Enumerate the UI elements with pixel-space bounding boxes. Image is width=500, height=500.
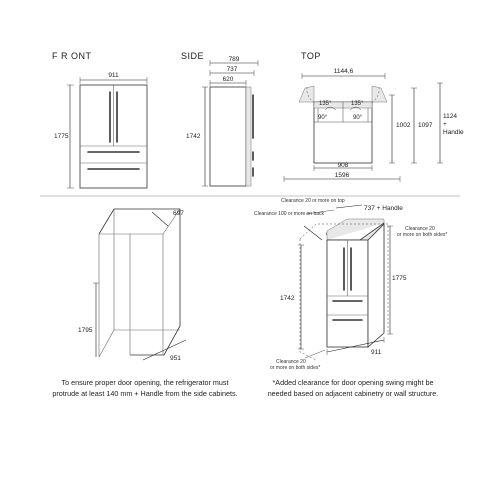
clearance-side-label-2: or more on both sides* (397, 232, 448, 238)
top-open-width-label: 1144,6 (333, 68, 354, 75)
top-angle-90-right: 90° (353, 115, 363, 121)
side-depth-620-label: 620 (222, 76, 234, 83)
clearance-bottom-label-1: Clearance 20 (276, 359, 306, 365)
top-depth-1002-label: 1002 (396, 122, 411, 129)
clearance-back-label: Clearance 100 or more on back (254, 211, 325, 217)
caption-left-line1: To ensure proper door opening, the refrigerator must (61, 378, 229, 387)
top-width-1596-label: 1596 (334, 172, 350, 179)
clearance-side-label-1: Clearance 20 (405, 226, 435, 232)
front-width-label: 911 (108, 72, 119, 79)
cabinet-width-label: 951 (170, 355, 181, 362)
top-angle-90-left: 90° (318, 115, 328, 121)
install-height-1775-label: 1775 (392, 275, 407, 282)
front-view (54, 72, 147, 188)
side-view-title: SIDE (181, 51, 205, 61)
front-height-label: 1775 (54, 133, 69, 140)
install-fridge-side (368, 224, 384, 347)
cabinet-height-label: 1795 (78, 327, 93, 334)
top-depth-1097-label: 1097 (418, 122, 433, 129)
top-view (284, 68, 464, 182)
top-depth-plus: + (443, 121, 447, 128)
clearance-bottom-label-2: or more on both sides* (270, 365, 321, 371)
caption-left-line2: protrude at least 140 mm + Handle from the side cabinets. (52, 389, 238, 398)
top-depth-1124-label: 1124 (443, 113, 457, 120)
front-view-title: F R ONT (52, 51, 92, 61)
cabinet-depth-label: 697 (173, 210, 184, 217)
top-left-door-open (299, 86, 314, 102)
cabinet-niche-view (78, 209, 186, 362)
install-view (254, 198, 447, 371)
install-height-1742-label: 1742 (280, 295, 295, 302)
side-view (186, 56, 258, 186)
side-depth-737-label: 737 (226, 66, 238, 73)
depth-handle-label: 737 + Handle (364, 205, 403, 212)
install-width-911-label: 911 (371, 349, 382, 356)
caption-right-line2: needed based on adjacent cabinetry or wall structure. (267, 389, 439, 398)
top-angle-135-left: 135° (319, 101, 332, 107)
top-right-door-open (372, 86, 387, 102)
top-width-908-label: 908 (337, 162, 349, 169)
side-fridge-body (210, 87, 246, 186)
top-depth-handle: Handle (443, 129, 464, 136)
top-angle-135-right: 135° (351, 101, 364, 107)
side-depth-789-label: 789 (228, 56, 240, 63)
clearance-top-label: Clearance 20 or more on top (281, 198, 345, 204)
top-view-title: TOP (301, 51, 321, 61)
side-door-panel (246, 87, 251, 186)
side-height-label: 1742 (186, 133, 201, 140)
caption-right-line1: *Added clearance for door opening swing might be (272, 378, 434, 387)
